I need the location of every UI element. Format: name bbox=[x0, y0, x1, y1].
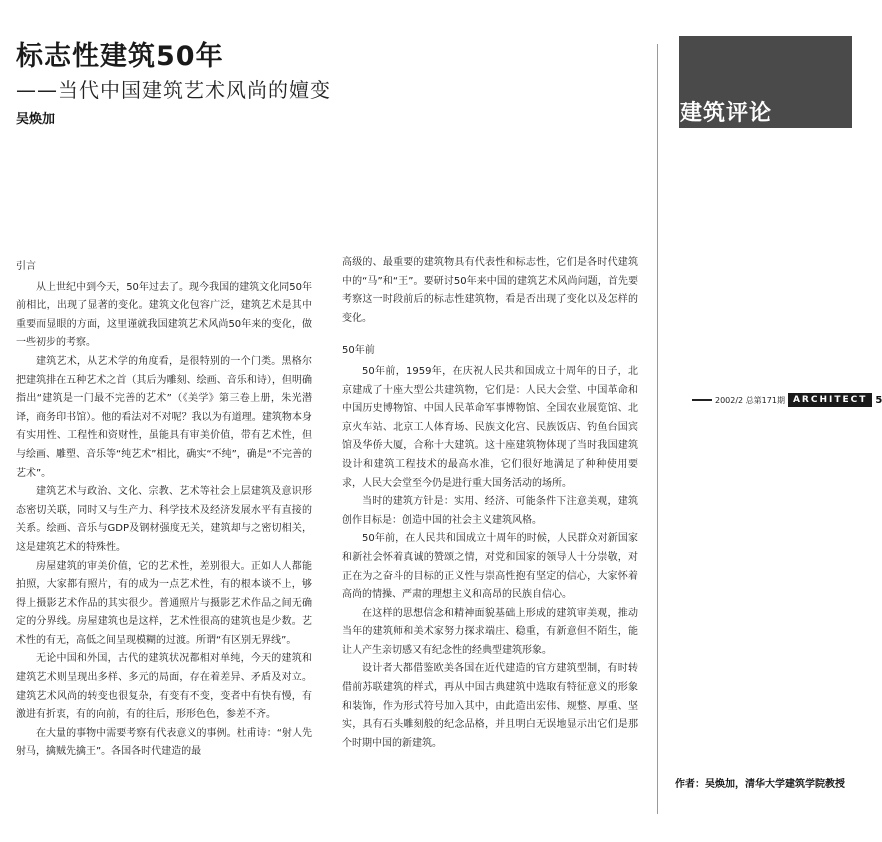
body-column-middle bbox=[342, 254, 638, 753]
body-paragraph: 从上世纪中到今天，50年过去了。现今我国的建筑文化同50年前相比，出现了显著的变化。建筑文化包容广泛，建筑艺术是其中重要而显眼的方面，这里谨就我国建筑艺术风尚50年来的变化，做一些初步的考察。 bbox=[16, 281, 312, 349]
body-paragraph: 在大量的事物中需要考察有代表意义的事例。杜甫诗：“射人先射马，擒贼先擒王”。各国各时代建造的最 bbox=[16, 727, 312, 758]
article-title: 标志性建筑50年 bbox=[16, 41, 224, 72]
body-column-left bbox=[16, 254, 312, 762]
article-author: 吴焕加 bbox=[16, 112, 56, 127]
article-subtitle: ——当代中国建筑艺术风尚的嬗变 bbox=[16, 78, 331, 102]
body-paragraph: 建筑艺术与政治、文化、宗教、艺术等社会上层建筑及意识形态密切关联，同时又与生产力、科学技术及经济发展水平有直接的关系。绘画、音乐与GDP及钢材强度无关，建筑却与之密切相关，这是建筑艺术的特殊性。 bbox=[16, 486, 312, 553]
author-note: 作者：吴焕加，清华大学建筑学院教授 bbox=[675, 779, 845, 790]
body-paragraph: 高级的、最重要的建筑物具有代表性和标志性，它们是各时代建筑中的“马”和“王”。要研讨50年来中国的建筑艺术风尚问题，首先要考察这一时段前后的标志性建筑物，看是否出现了变化以及怎样的变化。 bbox=[342, 257, 638, 324]
issue-number: 2002/2 总第171期 bbox=[715, 395, 785, 405]
body-paragraph: 当时的建筑方针是：实用、经济、可能条件下注意美观，建筑创作目标是：创造中国的社会主义建筑风格。 bbox=[342, 496, 638, 526]
body-paragraph: 50年前，在人民共和国成立十周年的时候，人民群众对新国家和新社会怀着真诚的赞颂之情，对党和国家的领导人十分崇敬，对正在为之奋斗的目标的正义性与崇高性抱有坚定的信心，大家怀着高尚的情操、严肃的理想主义和高昂的民族自信心。 bbox=[342, 533, 638, 601]
body-paragraph: 建筑艺术，从艺术学的角度看，是很特别的一个门类。黑格尔把建筑排在五种艺术之首（其后为雕刻、绘画、音乐和诗），但明确指出“建筑是一门最不完善的艺术”（《美学》第三卷上册，朱光潜译，商务印书馆）。他的看法对不对呢？我以为有道理。建筑物本身有实用性、工程性和资财性，虽能具有审美价值，带有艺术性，但与绘画、雕塑、音乐等“纯艺术”相比，确实“不纯”，确是“不完善的艺术”。 bbox=[16, 355, 312, 479]
section-banner-title: 建筑评论 bbox=[680, 101, 773, 126]
body-paragraph: 设计者大都借鉴欧美各国在近代建造的官方建筑型制，有时转借前苏联建筑的样式，再从中国古典建筑中选取有特征意义的形象和装饰，作为形式符号加入其中，由此造出宏伟、规整、厚重、坚实，具有石头雕刻般的纪念品格，并且明白无误地显示出它们是那个时期中国的新建筑。 bbox=[342, 663, 638, 749]
issue-strip bbox=[692, 392, 882, 408]
body-paragraph: 房屋建筑的审美价值，它的艺术性，差别很大。正如人人都能拍照，大家都有照片，有的成为一点艺术性，有的根本谈不上，够得上摄影艺术作品的其实很少。普通照片与摄影艺术作品之间无确定的分界线。房屋建筑也是这样，艺术性很高的建筑也是少数。艺术性的有无，高低之间呈现模糊的过渡。所谓“有区别无界线”。 bbox=[16, 560, 312, 646]
magazine-brand: ARCHITECT bbox=[788, 393, 872, 407]
body-paragraph: 50年前，1959年，在庆祝人民共和国成立十周年的日子，北京建成了十座大型公共建筑物，它们是：人民大会堂、中国革命和中国历史博物馆、中国人民革命军事博物馆、全国农业展览馆、北京火车站、北京工人体育场、民族文化宫、民族饭店、钓鱼台国宾馆及华侨大厦，合称十大建筑。这十座建筑物体现了当时我国建筑设计和建筑工程技术的最高水准，它们很好地满足了种种使用要求，人民大会堂至今仍是进行重大国务活动的场所。 bbox=[342, 365, 638, 489]
body-paragraph: 无论中国和外国，古代的建筑状况都相对单纯，今天的建筑和建筑艺术则呈现出多样、多元的局面，存在着差异、矛盾及对立。建筑艺术风尚的转变也很复杂，有变有不变，变者中有快有慢，有激进有折衷，有的向前，有的往后，形形色色，参差不齐。 bbox=[16, 653, 312, 721]
body-paragraph: 在这样的思想信念和精神面貌基础上形成的建筑审美观，推动当年的建筑师和美术家努力探求端庄、稳重，有新意但不陌生，能让人产生亲切感又有纪念性的经典型建筑形象。 bbox=[342, 607, 638, 656]
column-divider bbox=[657, 44, 658, 814]
section-heading: 50年前 bbox=[342, 345, 375, 357]
issue-rule bbox=[692, 399, 712, 401]
page-number: 5 bbox=[875, 394, 882, 406]
section-heading: 引言 bbox=[16, 261, 36, 272]
